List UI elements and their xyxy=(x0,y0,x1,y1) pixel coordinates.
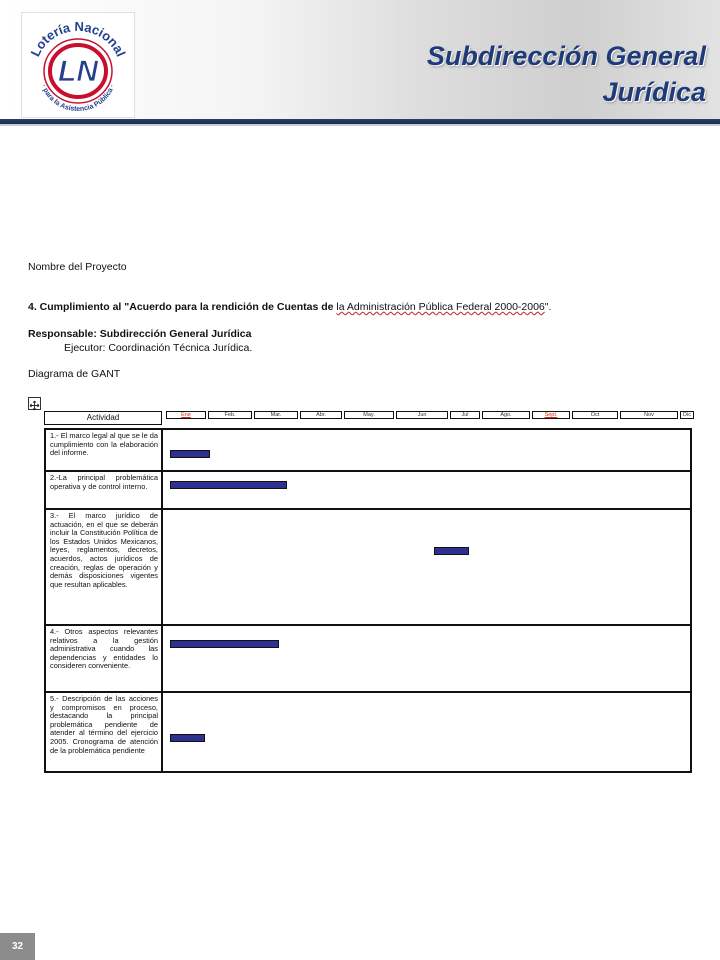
month-header-5: May. xyxy=(344,411,394,419)
month-header-2: Feb. xyxy=(208,411,252,419)
loteria-nacional-logo xyxy=(21,12,135,118)
activity-label: 2.-La principal problemática operativa y de control interno. xyxy=(46,472,163,508)
month-header-4: Abr. xyxy=(300,411,342,419)
month-header-3: Mar. xyxy=(254,411,298,419)
gantt-bar-activity-1 xyxy=(170,450,210,458)
gantt-header-row xyxy=(44,411,692,424)
gantt-row xyxy=(46,626,690,693)
department-title-line1: Subdirección General xyxy=(426,41,706,71)
department-title xyxy=(376,38,706,110)
month-header-6: Jun xyxy=(396,411,448,419)
page-number: 32 xyxy=(0,933,35,960)
gantt-bar-activity-3 xyxy=(434,547,469,555)
agreement-title xyxy=(28,301,551,313)
gantt-body xyxy=(44,428,692,773)
activity-label: 1.- El marco legal al que se le da cumplimiento con la elaboración del informe. xyxy=(46,430,163,470)
activity-column-header: Actividad xyxy=(44,411,162,425)
gantt-row xyxy=(46,472,690,510)
gantt-row xyxy=(46,693,690,771)
logo-bottom-text: · para la Asistencia Pública · xyxy=(39,83,117,114)
activity-label: 3.- El marco jurídico de actuación, en el que se deberán incluir la Constitución Política de los Estados Unidos Mexicanos, leyes, reglamentos, decretos, acuerdos, actos jurídicos de creación, reglas de operación y demás disposiciones vigentes que resultan aplicables. xyxy=(46,510,163,624)
table-move-handle-icon[interactable] xyxy=(28,397,41,410)
gantt-bar-activity-2 xyxy=(170,481,287,489)
activity-label: 4.- Otros aspectos relevantes relativos a la gestión administrativa cuando las dependencias y entidades lo consideren conveniente. xyxy=(46,626,163,691)
logo-top-text: Lotería Nacional xyxy=(27,18,129,59)
executor-line: Ejecutor: Coordinación Técnica Jurídica. xyxy=(64,342,253,354)
month-header-8: Ago. xyxy=(482,411,530,419)
gantt-row xyxy=(46,510,690,626)
responsible-line: Responsable: Subdirección General Jurídica xyxy=(28,328,252,340)
agreement-title-underlined: la Administración Pública Federal 2000-2006 xyxy=(336,301,545,313)
month-header-1: Ene xyxy=(166,411,206,419)
department-title-line2: Jurídica xyxy=(602,77,706,107)
month-header-10: Oct xyxy=(572,411,618,419)
agreement-title-prefix: 4. Cumplimiento al "Acuerdo para la rendición de Cuentas de xyxy=(28,301,337,313)
project-name-label: Nombre del Proyecto xyxy=(28,261,127,273)
header-sub-rule xyxy=(0,124,720,126)
month-header-7: Jul xyxy=(450,411,480,419)
logo-emblem xyxy=(22,13,134,117)
gantt-bar-activity-4 xyxy=(170,640,279,648)
activity-label: 5.- Descripción de las acciones y compromisos en proceso, destacando la principal problemática pendiente de atender al término del ejercicio 2005. Cronograma de atención de la problemática pendiente xyxy=(46,693,163,771)
gantt-diagram-label: Diagrama de GANT xyxy=(28,368,121,380)
month-header-9: Sept. xyxy=(532,411,570,419)
logo-monogram: LN xyxy=(58,55,98,88)
gantt-row xyxy=(46,430,690,472)
month-header-12: Dic xyxy=(680,411,694,419)
month-header-11: Nov xyxy=(620,411,678,419)
gantt-table xyxy=(44,411,692,773)
agreement-title-suffix: ". xyxy=(544,301,552,313)
gantt-bar-activity-5 xyxy=(170,734,205,742)
